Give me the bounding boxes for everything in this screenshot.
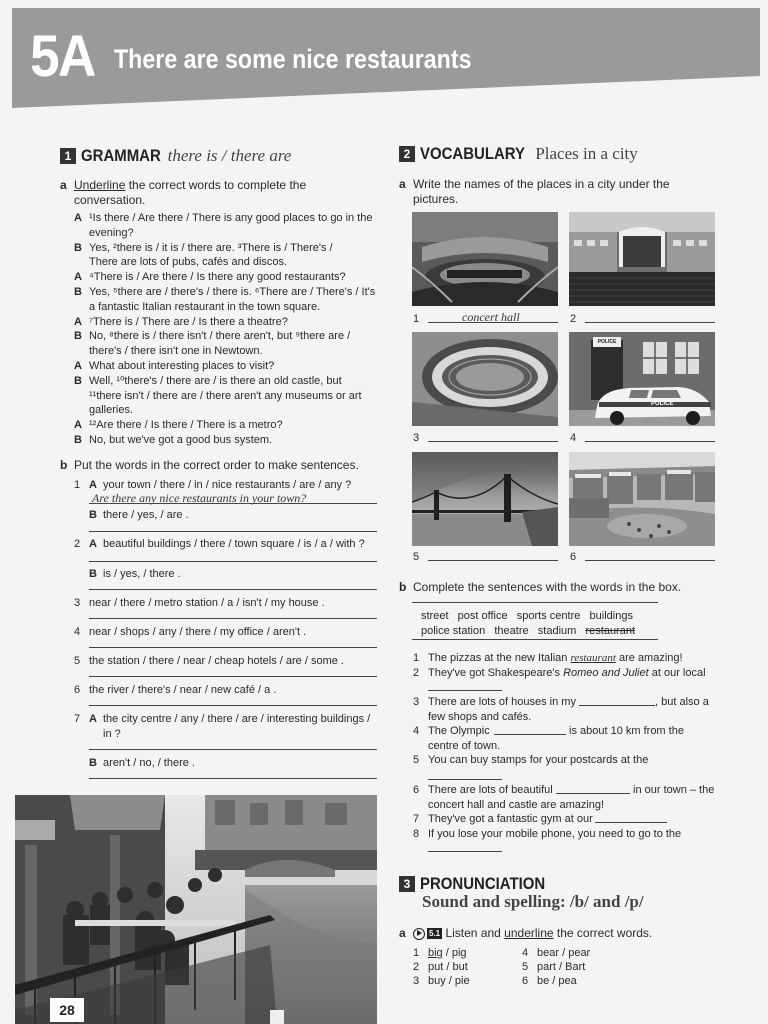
- sentence-number: 6: [413, 784, 420, 796]
- sentence-5: You can buy stamps for your postcards at the: [428, 754, 649, 766]
- answer-line[interactable]: [89, 749, 377, 750]
- conversation-line: Yes, ⁵there are / there's / there is. ⁶There are / There's / It's: [89, 286, 376, 298]
- answer-line[interactable]: [89, 618, 377, 619]
- conversation-line: There are lots of pubs, cafés and discos.: [89, 256, 288, 269]
- audio-play-icon[interactable]: [413, 928, 425, 940]
- police-sign: POLICE: [597, 339, 617, 345]
- section-name: GRAMMAR: [81, 146, 161, 165]
- conversation-line: ⁴There is / Are there / Is there any good restaurants?: [89, 271, 346, 284]
- answer-line[interactable]: [585, 441, 715, 442]
- answer-line[interactable]: [89, 561, 377, 562]
- section-number: 2: [399, 146, 415, 162]
- word-pair[interactable]: put / but: [428, 961, 468, 973]
- question-number: 7: [74, 713, 81, 725]
- picture-town-square: [569, 452, 715, 546]
- question-number: 4: [74, 626, 81, 638]
- sentence-6-cont: in our town – the: [633, 784, 715, 796]
- answer-line[interactable]: [585, 560, 715, 561]
- speaker-label: A: [74, 315, 82, 328]
- picture-number: 2: [570, 313, 577, 325]
- answer-line[interactable]: [428, 441, 558, 442]
- question-number: 3: [74, 597, 81, 609]
- sentence-4-line2: centre of town.: [428, 740, 501, 752]
- sentence-8: If you lose your mobile phone, you need to go to the: [428, 828, 682, 840]
- word-box-row-2: police station theatre stadium restaurant: [421, 625, 636, 637]
- section-subtitle: Places in a city: [535, 144, 638, 163]
- section-number: 3: [399, 876, 415, 892]
- pronunciation-heading: [399, 875, 562, 892]
- answer-line[interactable]: [89, 503, 377, 504]
- question-number: 6: [74, 684, 81, 696]
- conversation-line: No, but we've got a good bus system.: [89, 434, 273, 446]
- grammar-a-instruction: Underline the correct words to complete the: [74, 178, 307, 192]
- sentence-6: There are lots of beautiful: [428, 784, 553, 796]
- word-pair[interactable]: part / Bart: [537, 961, 586, 973]
- answer-line[interactable]: [595, 822, 667, 823]
- picture-number: 3: [413, 432, 420, 444]
- unit-number: 5A: [30, 24, 95, 89]
- question-3: near / there / metro station / a / isn't / my house .: [89, 597, 325, 609]
- exercise-label: a: [399, 177, 406, 191]
- grammar-heading: [60, 147, 291, 164]
- conversation-line: evening?: [89, 226, 134, 239]
- item-number: 6: [522, 975, 529, 987]
- item-number: 2: [413, 961, 420, 973]
- picture-theatre: [569, 212, 715, 306]
- speaker-a: A: [89, 713, 97, 725]
- picture-number: 1: [413, 313, 420, 325]
- question-7a: the city centre / any / there / are / interesting buildings /: [103, 713, 371, 725]
- speaker-label: B: [74, 434, 82, 446]
- conversation-line: ¹Is there / Are there / There is any good places to go in the: [89, 212, 373, 224]
- item-number: 4: [522, 947, 529, 959]
- sentence-7: They've got a fantastic gym at our: [428, 813, 593, 825]
- speaker-label: A: [74, 360, 82, 372]
- conversation-line: What about interesting places to visit?: [89, 360, 275, 372]
- sentence-4-cont: is about 10 km from the: [569, 725, 684, 737]
- question-2b: is / yes, / there .: [103, 568, 181, 580]
- item-number: 1: [413, 947, 420, 959]
- picture-bridge: [412, 452, 558, 546]
- question-number: 2: [74, 538, 81, 550]
- speaker-label: B: [74, 241, 82, 254]
- sentence-6-line2: concert hall and castle are amazing!: [428, 799, 605, 811]
- sentence-number: 4: [413, 725, 420, 737]
- picture-number: 4: [570, 432, 577, 444]
- speaker-label: A: [74, 212, 82, 224]
- conversation-line: a fantastic Italian restaurant in the town square.: [89, 300, 321, 313]
- conversation-line: Yes, ²there is / it is / there are. ³There is / There's /: [89, 241, 333, 254]
- conversation-line: galleries.: [89, 404, 134, 417]
- word-pair[interactable]: be / pea: [537, 975, 577, 987]
- sentence-number: 5: [413, 754, 420, 766]
- conversation-line: Well, ¹⁰there's / there are / is there an old castle, but: [89, 374, 342, 387]
- answer-line[interactable]: [428, 560, 558, 561]
- question-1a: your town / there / in / nice restaurants / are / any ?: [103, 479, 352, 491]
- exercise-label: a: [60, 178, 67, 192]
- conversation-line: ¹¹there isn't / there are / there aren't any museums or art: [89, 389, 362, 402]
- word-box-row-1: street post office sports centre buildings: [421, 610, 633, 622]
- section-name: PRONUNCIATION: [420, 874, 546, 893]
- speaker-label: A: [74, 419, 82, 432]
- page-number: 28: [50, 998, 84, 1022]
- question-1b: there / yes, / are .: [103, 509, 189, 521]
- item-number: 3: [413, 975, 420, 987]
- speaker-b: B: [89, 509, 97, 521]
- exercise-label: b: [399, 580, 407, 594]
- track-number: 5.1: [429, 929, 441, 939]
- question-7b: aren't / no, / there .: [103, 757, 195, 769]
- speaker-label: A: [74, 271, 82, 284]
- picture-stadium: [412, 332, 558, 426]
- answer-line[interactable]: [89, 647, 377, 648]
- speaker-b: B: [89, 757, 97, 769]
- answer-concert-hall: concert hall: [462, 310, 520, 324]
- grammar-b-instruction: Put the words in the correct order to make sentences.: [74, 458, 359, 472]
- section-name: VOCABULARY: [420, 144, 526, 163]
- section-subtitle: there is / there are: [167, 146, 292, 165]
- answer-line[interactable]: [89, 589, 377, 590]
- answer-line[interactable]: [428, 690, 502, 691]
- picture-number: 6: [570, 551, 577, 563]
- item-number: 5: [522, 961, 529, 973]
- sentence-3: There are lots of houses in my: [428, 696, 576, 708]
- speaker-a: A: [89, 538, 97, 550]
- unit-title: There are some nice restaurants: [114, 44, 472, 74]
- grammar-a-instruction-2: conversation.: [74, 193, 146, 207]
- vocab-a-instruction: Write the names of the places in a city under the: [413, 177, 670, 191]
- pronunciation-instruction: 5.1 Listen and underline the correct words.: [413, 926, 652, 942]
- picture-concert-hall: [412, 212, 558, 306]
- conversation-line: there's / there isn't one in Newtown.: [89, 345, 263, 358]
- section-number: 1: [60, 148, 76, 164]
- answer-line[interactable]: [494, 734, 566, 735]
- sentence-4: The Olympic: [428, 725, 490, 737]
- answer-1a: Are there any nice restaurants in your town?: [92, 491, 307, 505]
- conversation-line: No, ⁸there is / there isn't / there aren't, but ⁹there are /: [89, 330, 351, 343]
- conversation-line: ¹²Are there / Is there / There is a metro?: [89, 419, 283, 432]
- answer-line[interactable]: [585, 322, 715, 323]
- police-car-text: POLICE: [651, 401, 674, 407]
- answer-line[interactable]: [428, 779, 502, 780]
- question-7a-cont: in ?: [103, 728, 121, 740]
- word-pair[interactable]: big / pig: [428, 947, 467, 959]
- word-pair[interactable]: buy / pie: [428, 975, 470, 987]
- vocab-a-instruction-2: pictures.: [413, 192, 459, 206]
- question-number: 5: [74, 655, 81, 667]
- picture-number: 5: [413, 551, 420, 563]
- question-6: the river / there's / near / new café / a .: [89, 684, 277, 696]
- canal-photo: [15, 795, 377, 1024]
- sentence-number: 2: [413, 667, 420, 679]
- answer-line[interactable]: [89, 778, 377, 779]
- speaker-b: B: [89, 568, 97, 580]
- sentence-3-line2: few shops and cafés.: [428, 711, 532, 723]
- sentence-number: 7: [413, 813, 420, 825]
- pronunciation-subtitle: Sound and spelling: /b/ and /p/: [422, 892, 644, 911]
- answer-line[interactable]: [89, 531, 377, 532]
- answer-line[interactable]: [89, 676, 377, 677]
- exercise-label: b: [60, 458, 68, 472]
- question-number: 1: [74, 479, 81, 491]
- answer-line[interactable]: [579, 705, 655, 706]
- sentence-3-cont: , but also a: [655, 696, 709, 708]
- question-2a: beautiful buildings / there / town square / is / a / with ?: [103, 538, 365, 550]
- answer-line[interactable]: [89, 705, 377, 706]
- picture-police-station: [569, 332, 715, 426]
- sentence-number: 8: [413, 828, 420, 840]
- question-4: near / shops / any / there / my office / aren't .: [89, 626, 307, 638]
- speaker-label: B: [74, 286, 82, 298]
- exercise-label: a: [399, 926, 406, 940]
- speaker-a: A: [89, 479, 97, 491]
- speaker-label: B: [74, 374, 82, 387]
- sentence-1: The pizzas at the new Italian restaurant are amazing!: [428, 652, 683, 664]
- question-5: the station / there / near / cheap hotels / are / some .: [89, 655, 344, 667]
- conversation-line: ⁷There is / There are / Is there a theatre?: [89, 315, 288, 328]
- answer-line[interactable]: [428, 851, 502, 852]
- speaker-label: B: [74, 330, 82, 343]
- vocab-b-instruction: Complete the sentences with the words in the box.: [413, 580, 682, 594]
- answer-line[interactable]: [556, 793, 630, 794]
- sentence-2: They've got Shakespeare's Romeo and Juliet at our local: [428, 667, 706, 679]
- word-pair[interactable]: bear / pear: [537, 947, 591, 959]
- sentence-number: 1: [413, 652, 420, 664]
- vocabulary-heading: [399, 145, 638, 162]
- sentence-number: 3: [413, 696, 420, 708]
